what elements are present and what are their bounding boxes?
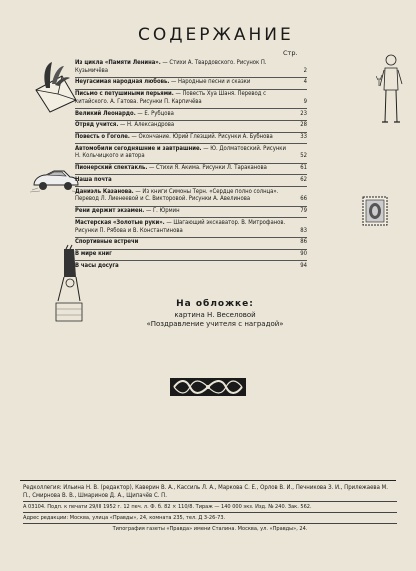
cover-note — [110, 299, 320, 329]
toc-entry-desc: — Е. Рубцова — [135, 110, 174, 117]
toc-entry[interactable] — [75, 111, 307, 119]
toc-entry-page: 90 — [300, 251, 307, 258]
toc-entry-title: Письмо с петушиными перьями. — [75, 91, 174, 98]
toc-entry-desc: — Народные песни и сказки — [169, 79, 251, 86]
page-column-label: Стр. — [283, 49, 298, 57]
divider — [75, 186, 307, 187]
toc-entry-page: 52 — [300, 153, 307, 160]
divider — [23, 501, 397, 502]
divider — [75, 260, 307, 261]
car-icon — [30, 165, 80, 195]
divider — [75, 237, 307, 238]
ornament-icon — [170, 376, 246, 398]
toc-entry-page: 2 — [303, 67, 307, 74]
printer-line: Типография газеты «Правда» имени Сталина. Москва, ул. «Правды», 24. — [112, 526, 308, 532]
divider — [75, 132, 307, 133]
toc-entry-page: 23 — [300, 110, 307, 117]
toc-entry-title: В часы досуга — [75, 262, 119, 269]
stamp-icon — [362, 196, 388, 226]
toc-entry-title: Отряд учится. — [75, 122, 119, 129]
toc-entry[interactable] — [75, 91, 307, 106]
toc-entry-title: Даниэль Казанова. — [75, 188, 134, 195]
divider — [23, 512, 397, 513]
divider — [75, 249, 307, 250]
toc-entry[interactable] — [75, 165, 307, 173]
toc-entry[interactable] — [75, 263, 307, 271]
page-title: СОДЕРЖАНИЕ — [138, 25, 294, 46]
toc-entry[interactable] — [75, 239, 307, 247]
editorial-board: Редколлегия: Ильина Н. В. (редактор), Каверин В. А., Кассиль Л. А., Маркова С. Е., Орлов В. И., Печникова З. И., Прилежаева М. П., Смирнова В. В., Шмаринов Д. А., Щипачёв С. П. — [23, 484, 388, 499]
toc-entry-page: 4 — [303, 79, 307, 86]
divider — [75, 77, 307, 78]
toc-entry-page: 94 — [300, 262, 307, 269]
toc-entry-page: 62 — [300, 177, 307, 184]
toc-entry[interactable] — [75, 189, 307, 204]
toc-entry-desc: — Стихи А. Твардовского. Рисунок П. Кузьмичёва — [75, 60, 267, 74]
toc-entry-title: Мастерская «Золотые руки». — [75, 219, 165, 226]
toc-entry-page: 83 — [300, 227, 307, 234]
toc-entry[interactable] — [75, 220, 307, 235]
toc-entry-page: 79 — [300, 208, 307, 215]
table-of-contents — [75, 60, 307, 271]
toc-entry-page: 9 — [303, 98, 307, 105]
toc-entry-desc: — Н. Александрова — [118, 122, 175, 129]
cover-line: картина Н. Веселовой — [174, 311, 256, 319]
toc-entry[interactable] — [75, 60, 307, 75]
toc-entry-title: Рени держит экзамен. — [75, 208, 145, 215]
toc-entry-title: Повесть о Гоголе. — [75, 134, 130, 141]
toc-entry-title: Великий Леонардо. — [75, 110, 136, 117]
divider — [20, 480, 396, 481]
toc-entry-desc: — Повесть Хуа Шаня. Перевод с китайского. А. Гатова. Рисунки П. Карпичёва — [75, 91, 266, 105]
imprint-line: А 03104. Подп. к печати 29/III 1952 г. 12 печ. л. Ф. б. 82 × 110/8. Тираж — 140 000 экз. Изд. № 240. Зак. 562. — [23, 504, 312, 510]
toc-entry[interactable] — [75, 146, 307, 161]
divider — [75, 89, 307, 90]
divider — [75, 108, 307, 109]
toc-entry[interactable] — [75, 251, 307, 259]
divider — [75, 163, 307, 164]
boy-with-plant-icon — [376, 50, 406, 135]
toc-entry-desc: — Из книги Симоны Терн. «Сердце полно солнца». Перевод Л. Лиенеевой и С. Викторовой. Рисунки А. Авелинова — [75, 188, 279, 203]
toc-entry-desc: — Г. Юрмин — [144, 208, 180, 215]
toc-entry[interactable] — [75, 177, 307, 185]
toc-entry-page: 86 — [300, 239, 307, 246]
divider — [75, 120, 307, 121]
toc-entry[interactable] — [75, 208, 307, 216]
toc-entry-desc: — Шагающий экскаватор. В. Митрофанов. Рисунки П. Рябова и В. Константинова — [75, 219, 286, 234]
toc-entry-title: Пионерский спектакль. — [75, 165, 148, 172]
toc-entry[interactable] — [75, 122, 307, 130]
cover-line: «Поздравление учителя с наградой» — [146, 320, 284, 328]
divider — [75, 217, 307, 218]
toc-entry-page: 61 — [300, 165, 307, 172]
cover-heading: На обложке: — [176, 299, 254, 309]
toc-entry[interactable] — [75, 79, 307, 87]
toc-entry-title: Спортивные встречи — [75, 239, 139, 246]
toc-entry-desc: — Стихи Я. Акима. Рисунки Л. Тараканова — [147, 165, 267, 172]
toc-entry-desc: — Ю. Долматовский. Рисунки Н. Кольчицкого и автора — [75, 145, 286, 160]
toc-entry-page: 33 — [300, 134, 307, 141]
toc-entry-page: 66 — [300, 196, 307, 203]
divider — [75, 174, 307, 175]
toc-entry-page: 28 — [300, 122, 307, 129]
toc-entry-desc: — Окончание. Юрий Глезщий. Рисунки А. Бубнова — [129, 134, 273, 141]
toc-entry-title: Наша почта — [75, 177, 112, 184]
editorial-address: Адрес редакции: Москва, улица «Правды», 24, комната 235, тел. Д 3-26-73. — [23, 515, 226, 521]
toc-entry-title: Из цикла «Памяти Ленина». — [75, 60, 161, 66]
toc-entry-title: В мире книг — [75, 251, 112, 258]
credits-block — [23, 484, 397, 533]
divider — [23, 523, 397, 524]
toc-entry[interactable] — [75, 134, 307, 142]
toc-entry-title: Автомобили сегодняшние и завтрашние. — [75, 145, 202, 152]
divider — [75, 206, 307, 207]
toc-entry-title: Неугасимая народная любовь. — [75, 79, 170, 86]
divider — [75, 143, 307, 144]
